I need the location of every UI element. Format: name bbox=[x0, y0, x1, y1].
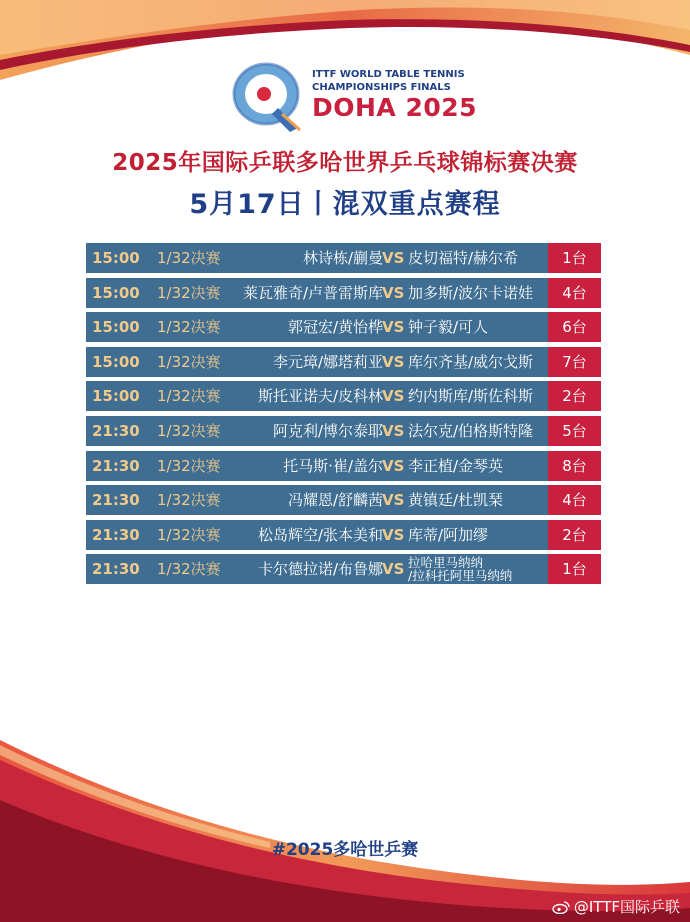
match-row bbox=[86, 554, 601, 584]
match-round: 1/32决赛 bbox=[157, 491, 221, 510]
player-pair-1: 郭冠宏/黄怡桦 bbox=[287, 318, 383, 337]
match-row bbox=[86, 312, 601, 342]
page-title: 2025年国际乒联多哈世界乒乓球锦标赛决赛 bbox=[112, 150, 578, 176]
table-number: 1台 bbox=[548, 243, 601, 273]
table-number: 4台 bbox=[548, 485, 601, 515]
player-pair-2-line-2: /拉科托阿里马纳纳 bbox=[408, 568, 513, 584]
player-pair-1: 卡尔德拉诺/布鲁娜 bbox=[257, 560, 383, 579]
watermark-text: @ITTF国际乒联 bbox=[573, 898, 680, 916]
match-round: 1/32决赛 bbox=[157, 387, 221, 406]
schedule-table bbox=[86, 243, 601, 589]
match-time: 21:30 bbox=[92, 525, 140, 544]
player-pair-2: 库蒂/阿加缪 bbox=[408, 525, 489, 544]
player-pair-2: 约内斯库/斯佐科斯 bbox=[408, 387, 534, 406]
player-pair-2: 库尔齐基/威尔戈斯 bbox=[408, 352, 534, 371]
player-pair-2: 黄镇廷/杜凯琹 bbox=[408, 491, 504, 510]
match-time: 15:00 bbox=[92, 387, 140, 406]
player-pair-2-line-1: 拉哈里马纳纳 bbox=[408, 555, 484, 571]
match-round: 1/32决赛 bbox=[157, 525, 221, 544]
match-round: 1/32决赛 bbox=[157, 283, 221, 302]
player-pair-1: 冯耀恩/舒麟茜 bbox=[287, 491, 383, 510]
match-round: 1/32决赛 bbox=[157, 249, 221, 267]
table-number: 5台 bbox=[548, 416, 601, 446]
vs-label: VS bbox=[382, 283, 405, 302]
match-row bbox=[86, 485, 601, 515]
match-round: 1/32决赛 bbox=[157, 456, 221, 475]
player-pair-1: 松岛辉空/张本美和 bbox=[257, 525, 383, 544]
match-time: 21:30 bbox=[92, 491, 140, 510]
hashtag: #2025多哈世乒赛 bbox=[271, 840, 419, 860]
table-number: 4台 bbox=[548, 278, 601, 308]
player-pair-2: 钟子毅/可人 bbox=[408, 318, 489, 337]
player-pair-2: 加多斯/波尔卡诺娃 bbox=[408, 283, 534, 302]
vs-label: VS bbox=[382, 249, 405, 267]
page-subtitle: 5月17日丨混双重点赛程 bbox=[189, 189, 501, 220]
player-pair-1: 斯托亚诺夫/皮科林 bbox=[257, 387, 383, 406]
player-pair-2: 李正植/金琴英 bbox=[408, 456, 504, 475]
match-round: 1/32决赛 bbox=[157, 560, 221, 579]
match-time: 15:00 bbox=[92, 318, 140, 337]
table-number: 2台 bbox=[548, 520, 601, 550]
vs-label: VS bbox=[382, 421, 405, 440]
match-row bbox=[86, 381, 601, 411]
table-number: 8台 bbox=[548, 451, 601, 481]
vs-label: VS bbox=[382, 525, 405, 544]
match-time: 15:00 bbox=[92, 283, 140, 302]
match-time: 15:00 bbox=[92, 249, 140, 267]
match-row bbox=[86, 278, 601, 308]
player-pair-1: 李元璋/娜塔莉亚 bbox=[272, 352, 383, 371]
event-logo bbox=[228, 58, 478, 136]
match-round: 1/32决赛 bbox=[157, 318, 221, 337]
vs-label: VS bbox=[382, 560, 405, 579]
logo-line-2: CHAMPIONSHIPS FINALS bbox=[312, 82, 451, 93]
table-number: 1台 bbox=[548, 554, 601, 584]
vs-label: VS bbox=[382, 491, 405, 510]
vs-label: VS bbox=[382, 318, 405, 337]
table-number: 7台 bbox=[548, 347, 601, 377]
doha-q-logo-icon bbox=[228, 58, 308, 136]
match-row bbox=[86, 243, 601, 273]
match-time: 21:30 bbox=[92, 560, 140, 579]
logo-line-1: ITTF WORLD TABLE TENNIS bbox=[312, 69, 465, 80]
table-number: 6台 bbox=[548, 312, 601, 342]
vs-label: VS bbox=[382, 456, 405, 475]
match-time: 21:30 bbox=[92, 421, 140, 440]
player-pair-2 bbox=[408, 556, 512, 582]
match-row bbox=[86, 520, 601, 550]
vs-label: VS bbox=[382, 352, 405, 371]
player-pair-1: 托马斯·崔/盖尔 bbox=[283, 456, 383, 475]
match-time: 21:30 bbox=[92, 456, 140, 475]
match-row bbox=[86, 347, 601, 377]
match-row bbox=[86, 451, 601, 481]
match-time: 15:00 bbox=[92, 352, 140, 371]
match-row bbox=[86, 416, 601, 446]
player-pair-1: 阿克利/博尔泰耶 bbox=[272, 421, 383, 440]
player-pair-2: 法尔克/伯格斯特隆 bbox=[408, 421, 534, 440]
match-round: 1/32决赛 bbox=[157, 352, 221, 371]
player-pair-1: 林诗栋/蒯曼 bbox=[302, 249, 383, 267]
player-pair-1: 莱瓦雅奇/卢普雷斯库 bbox=[242, 283, 383, 302]
vs-label: VS bbox=[382, 387, 405, 406]
weibo-icon bbox=[552, 900, 570, 914]
watermark bbox=[552, 896, 680, 917]
match-round: 1/32决赛 bbox=[157, 421, 221, 440]
logo-line-3: DOHA 2025 bbox=[312, 93, 478, 122]
table-number: 2台 bbox=[548, 381, 601, 411]
player-pair-2: 皮切福特/赫尔希 bbox=[408, 249, 519, 267]
